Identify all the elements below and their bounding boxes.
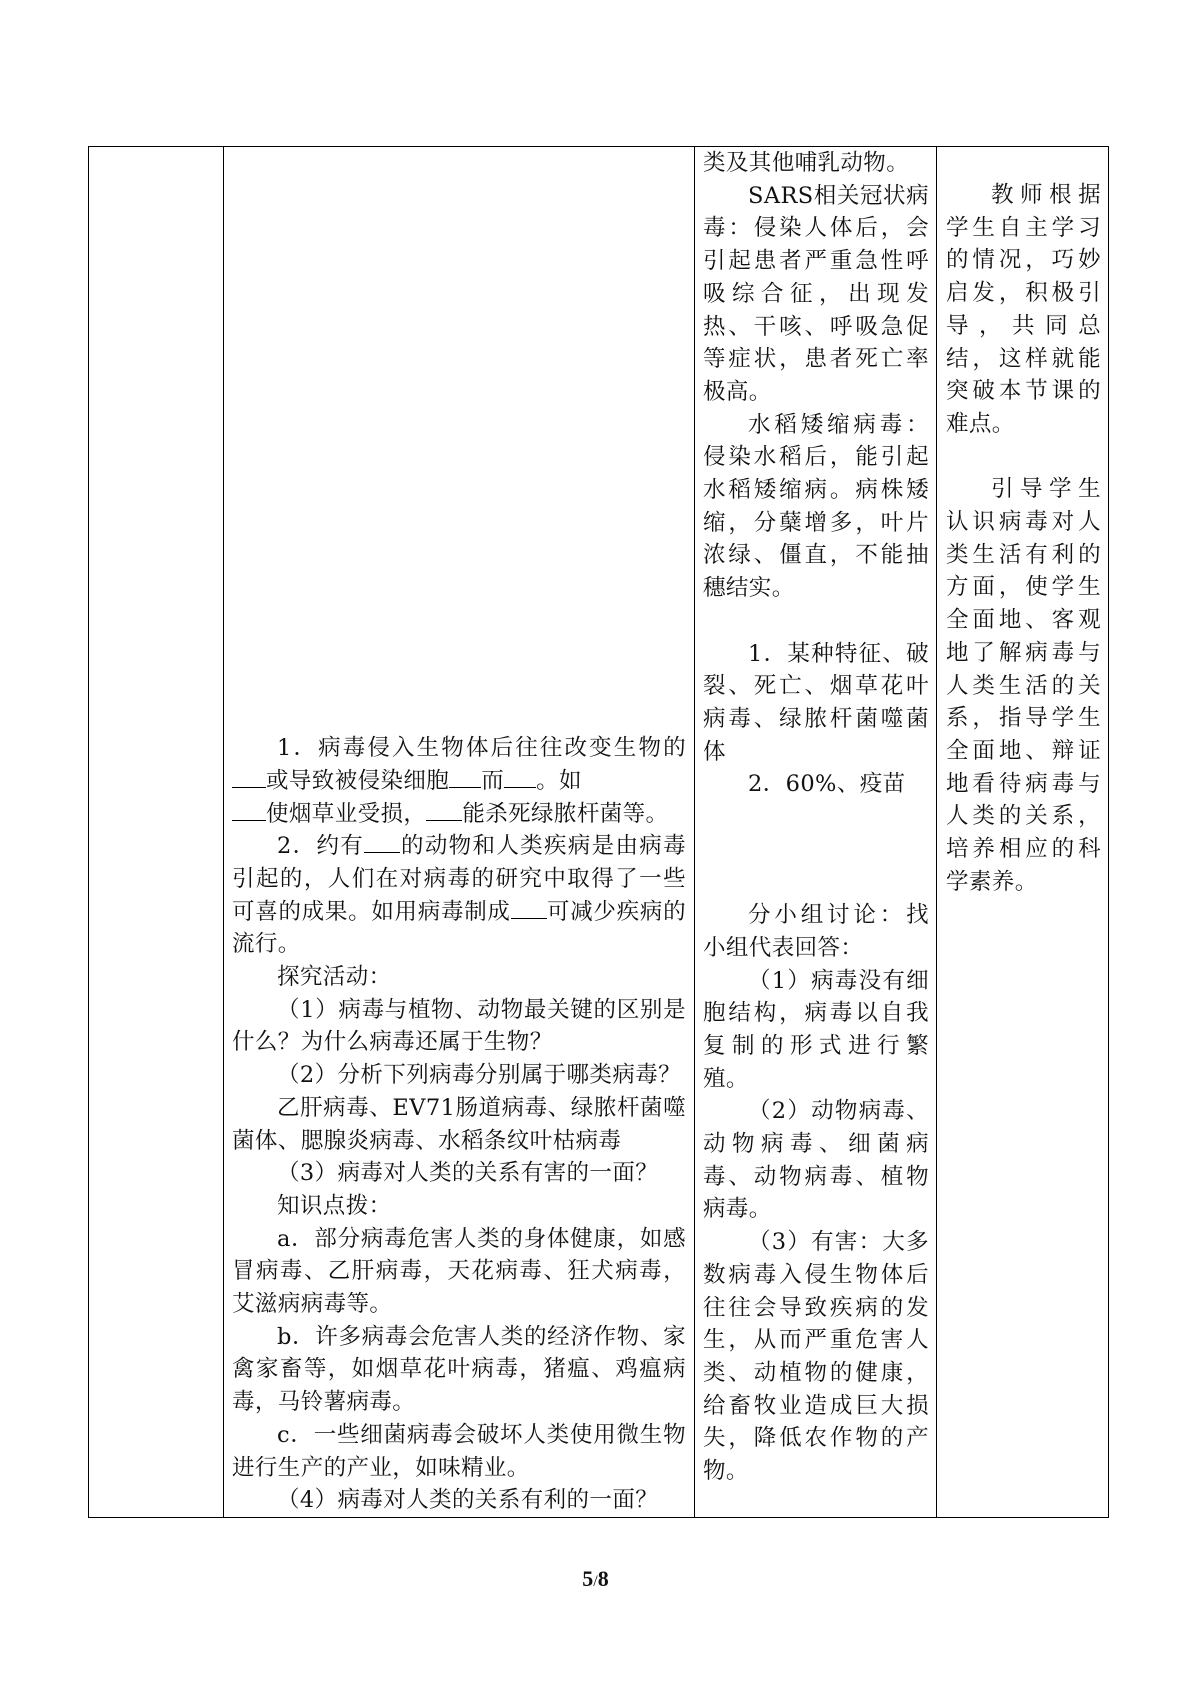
fill-blank[interactable]	[232, 798, 266, 821]
teaching-content-cell	[224, 147, 695, 1518]
question-1: 1．病毒侵入生物体后往往改变生物的或导致被侵染细胞 而 。如 使烟草业受损， 能杀死绿脓杆菌等。	[232, 732, 686, 830]
question-2: 2．约有 的动物和人类疾病是由病毒引起的，人们在对病毒的研究中取得了一些可喜的成果。如用病毒制成 可减少疾病的流行。	[232, 830, 686, 961]
table-row	[89, 147, 1109, 1518]
fill-blank[interactable]	[232, 765, 266, 788]
section-cell	[89, 147, 224, 1518]
fill-blank[interactable]	[364, 830, 400, 853]
text-line: 类及其他哺乳动物。	[703, 150, 910, 176]
tip-b: b．许多病毒会危害人类的经济作物、家禽家畜等，如烟草花叶病毒，猪瘟、鸡瘟病毒，马铃薯病毒。	[232, 1323, 686, 1416]
group-discussion: 分小组讨论：找小组代表回答：	[703, 902, 929, 961]
tip-title: 知识点拨：	[277, 1192, 392, 1219]
design-intent-cell	[937, 147, 1109, 1518]
intent-paragraph-2: 引导学生认识病毒对人类生活有利的方面，使学生全面地、客观地了解病毒与人类生活的关系，指导学生全面地、辩证地看待病毒与人类的关系，培养相应的科学素养。	[946, 476, 1101, 895]
answer-2: 2．60%、疫苗	[748, 771, 906, 798]
group-answer-2: （2）动物病毒、动物病毒、细菌病毒、动物病毒、植物病毒。	[703, 1098, 929, 1223]
answer-1: 1．某种特征、破裂、死亡、烟草花叶病毒、绿脓杆菌噬菌体	[703, 640, 929, 765]
activity-2-list: 乙肝病毒、EV71肠道病毒、绿脓杆菌噬菌体、腮腺炎病毒、水稻条纹叶枯病毒	[232, 1094, 686, 1154]
fill-blank[interactable]	[504, 765, 536, 788]
tip-a: a．部分病毒危害人类的身体健康，如感冒病毒、乙肝病毒，天花病毒、狂犬病毒，艾滋病病毒等。	[232, 1225, 686, 1318]
rice-virus-paragraph: 水稻矮缩病毒：侵染水稻后，能引起水稻矮缩病。病株矮缩，分蘖增多，叶片浓绿、僵直，不能抽穗结实。	[703, 411, 929, 602]
fill-blank[interactable]	[511, 896, 547, 919]
intent-paragraph-1: 教师根据学生自主学习的情况，巧妙启发，积极引导，共同总结，这样就能突破本节课的难点。	[946, 182, 1101, 437]
activity-4: （4）病毒对人类的关系有利的一面？	[277, 1487, 659, 1514]
tip-c: c．一些细菌病毒会破坏人类使用微生物进行生产的产业，如味精业。	[232, 1421, 686, 1481]
sars-paragraph: SARS相关冠状病毒：侵染人体后，会引起患者严重急性呼吸综合征，出现发热、干咳、呼吸急促等症状，患者死亡率极高。	[703, 182, 929, 405]
student-activity-cell	[695, 147, 937, 1518]
activity-2: （2）分析下列病毒分别属于哪类病毒？	[277, 1062, 682, 1089]
fill-blank[interactable]	[449, 765, 481, 788]
group-answer-3: （3）有害：大多数病毒入侵生物体后往往会导致疾病的发生，从而严重危害人类、动植物的健康，给畜牧业造成巨大损失，降低农作物的产物。	[703, 1229, 929, 1485]
group-answer-1: （1）病毒没有细胞结构，病毒以自我复制的形式进行繁殖。	[703, 967, 929, 1092]
activity-1: （1）病毒与植物、动物最关键的区别是什么？为什么病毒还属于生物？	[232, 996, 686, 1056]
fill-blank[interactable]	[426, 798, 462, 821]
lesson-plan-table	[88, 146, 1109, 1518]
page-number: 5/8	[582, 1566, 609, 1591]
activity-3: （3）病毒对人类的关系有害的一面？	[277, 1160, 659, 1187]
activity-title: 探究活动：	[277, 964, 392, 991]
